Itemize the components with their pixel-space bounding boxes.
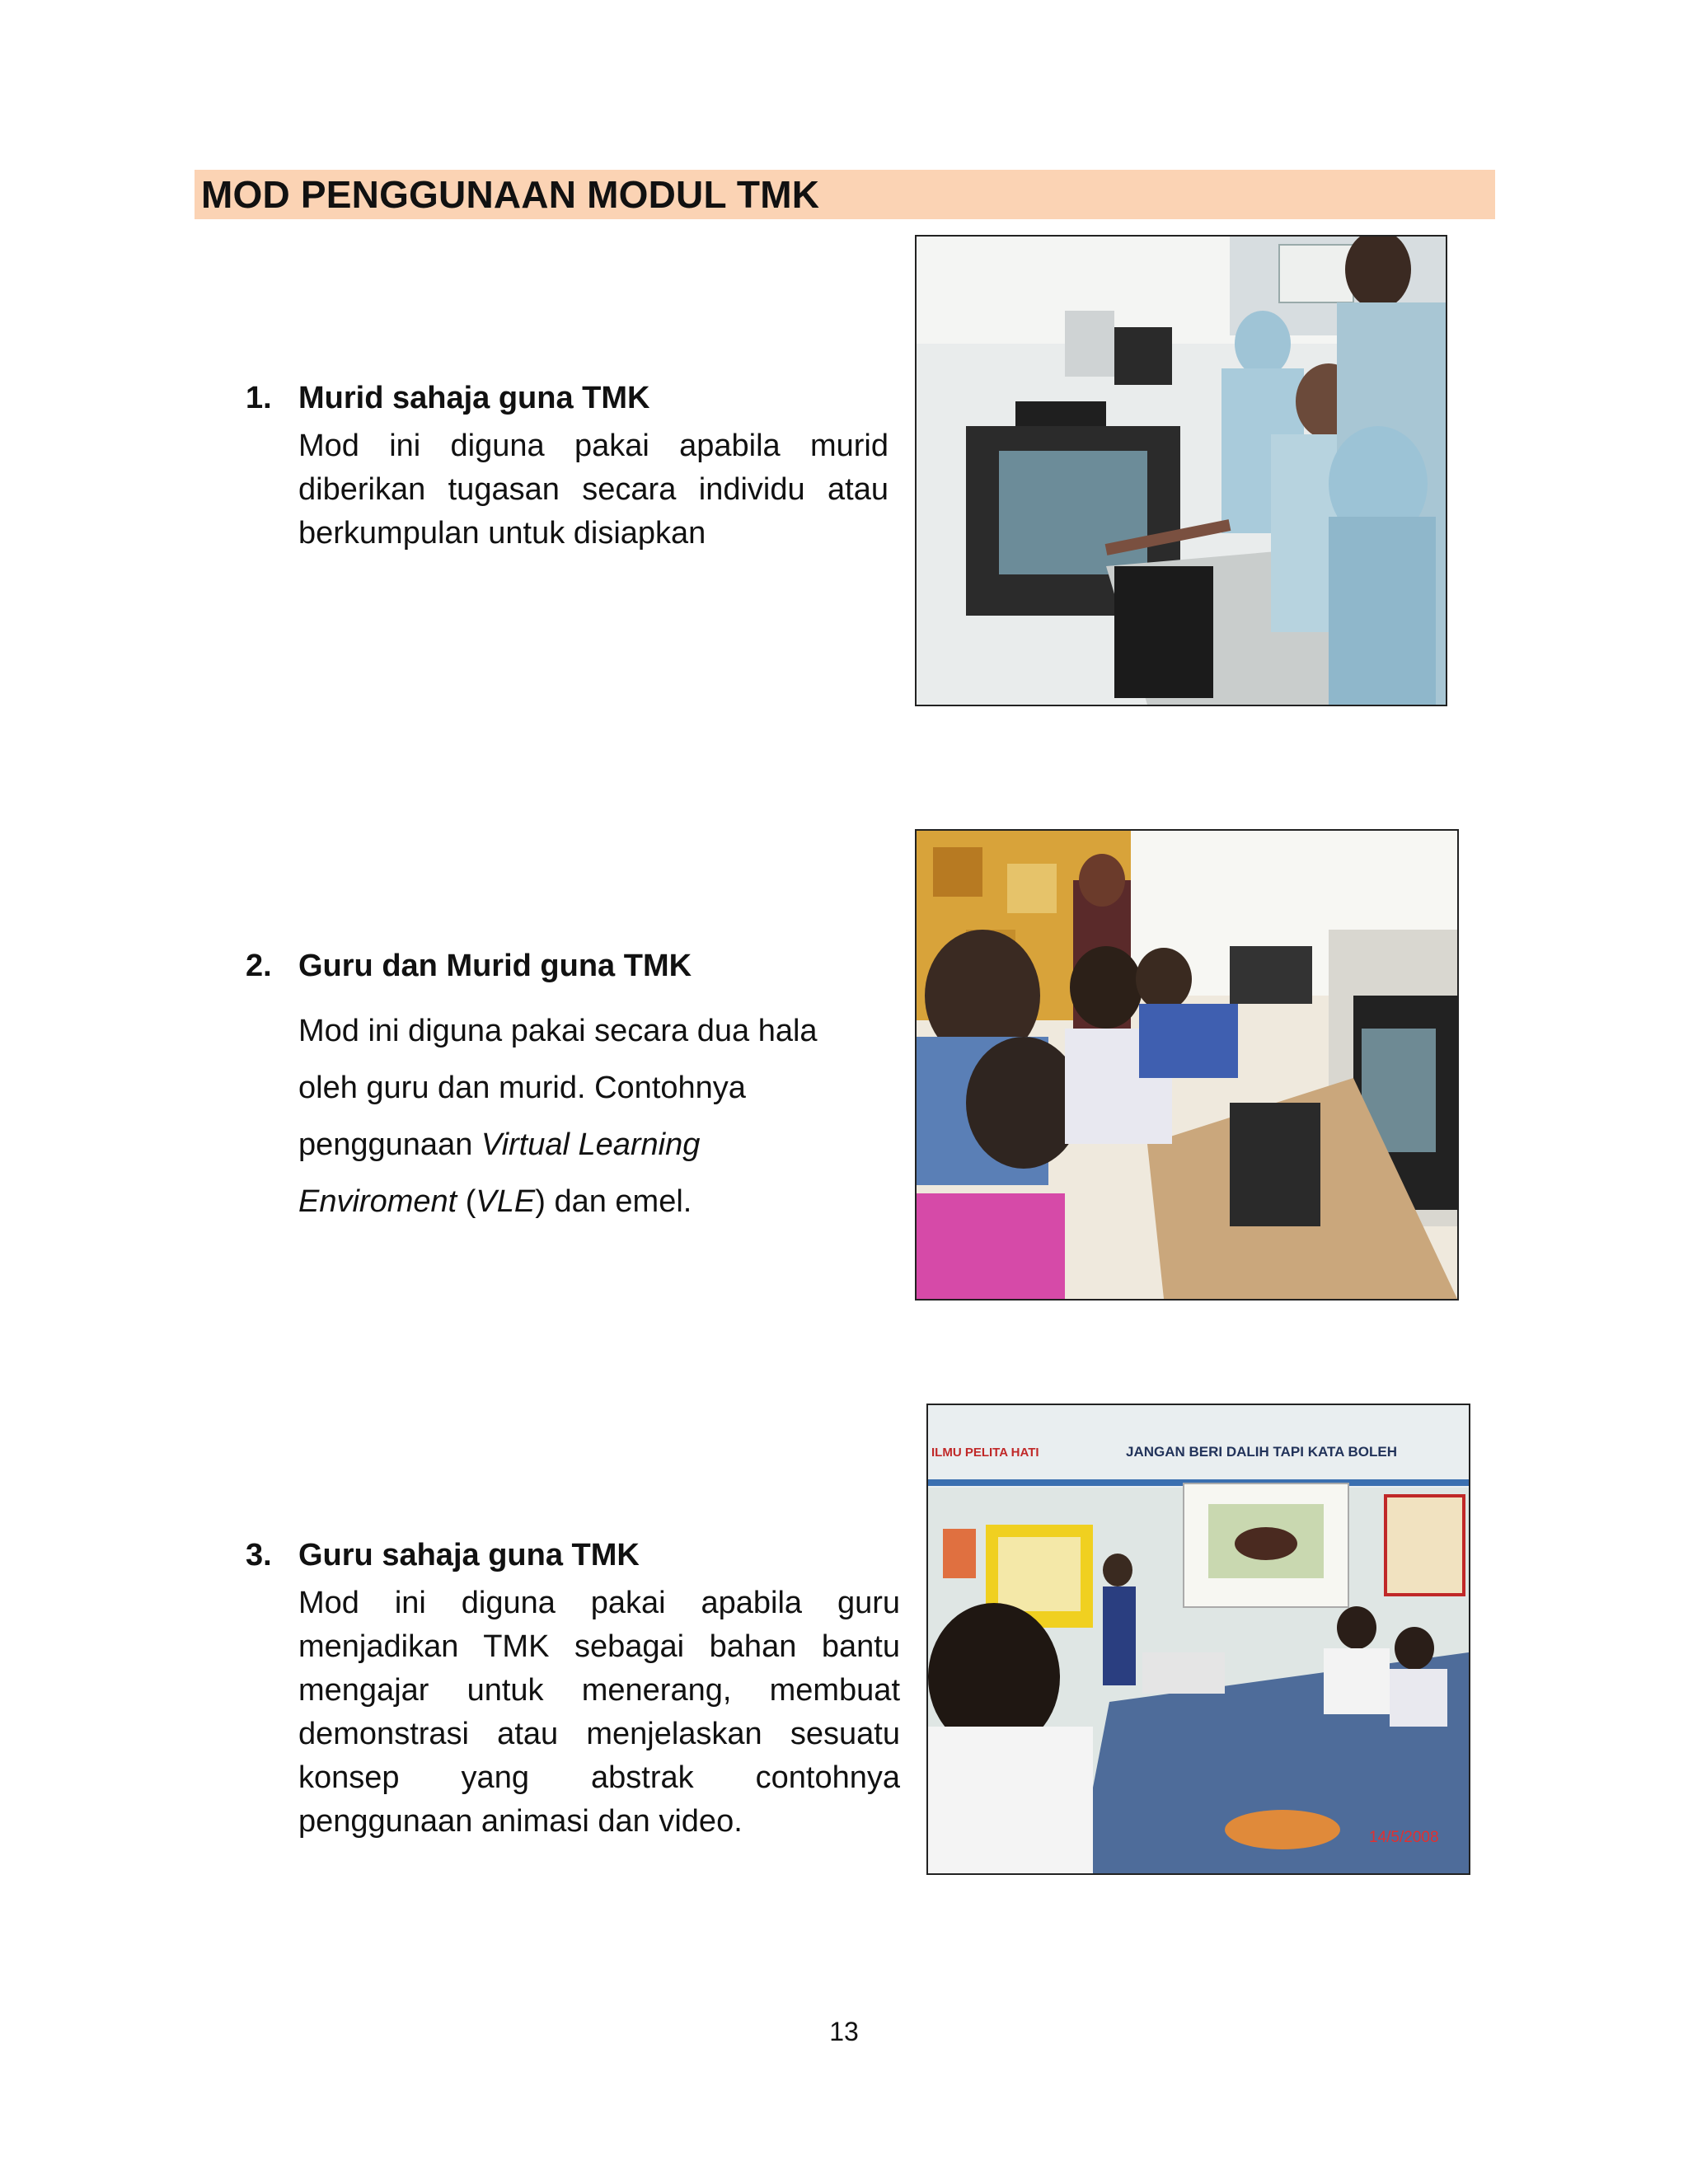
description-term: Enviroment [298, 1184, 457, 1219]
teacher-students-lab-photo [915, 829, 1459, 1301]
classroom-sign-text: JANGAN BERI DALIH TAPI KATA BOLEH [1126, 1444, 1397, 1460]
item-title: Murid sahaja guna TMK [298, 381, 650, 415]
description-term: Virtual Learning [481, 1127, 701, 1162]
teacher-presentation-classroom-photo [926, 1404, 1470, 1875]
description-line [298, 1174, 925, 1230]
item-title: Guru sahaja guna TMK [298, 1538, 640, 1572]
item-title: Guru dan Murid guna TMK [298, 949, 692, 983]
page-number: 13 [829, 2017, 859, 2046]
description-abbr: VLE [476, 1184, 536, 1219]
item-number: 2. [246, 949, 272, 983]
item-number: 3. [246, 1538, 272, 1572]
description-text: penggunaan [298, 1127, 481, 1162]
description-text: ( [457, 1184, 476, 1219]
item-description: Mod ini diguna pakai apabila murid diberikan tugasan secara individu atau berkumpulan untuk disiapkan [298, 429, 889, 551]
section-heading: MOD PENGGUNAAN MODUL TMK [201, 173, 820, 216]
photo-date-stamp: 14/5/2008 [1369, 1829, 1439, 1846]
description-line [298, 1117, 925, 1174]
item-description: Mod ini diguna pakai apabila guru menjadikan TMK sebagai bahan bantu mengajar untuk menerang, membuat demonstrasi atau menjelaskan sesuatu konsep yang abstrak contohnya penggunaan animasi dan video. [298, 1586, 900, 1839]
description-text: ) dan emel. [535, 1184, 692, 1219]
class-name-sign: ILMU PELITA HATI [931, 1446, 1039, 1460]
item-description [298, 1003, 925, 1230]
description-line: Mod ini diguna pakai secara dua hala [298, 1014, 818, 1048]
section-heading-bar [195, 170, 1495, 219]
item-number: 1. [246, 381, 272, 415]
students-computer-lab-photo [915, 235, 1447, 706]
description-line: oleh guru dan murid. Contohnya [298, 1071, 746, 1105]
